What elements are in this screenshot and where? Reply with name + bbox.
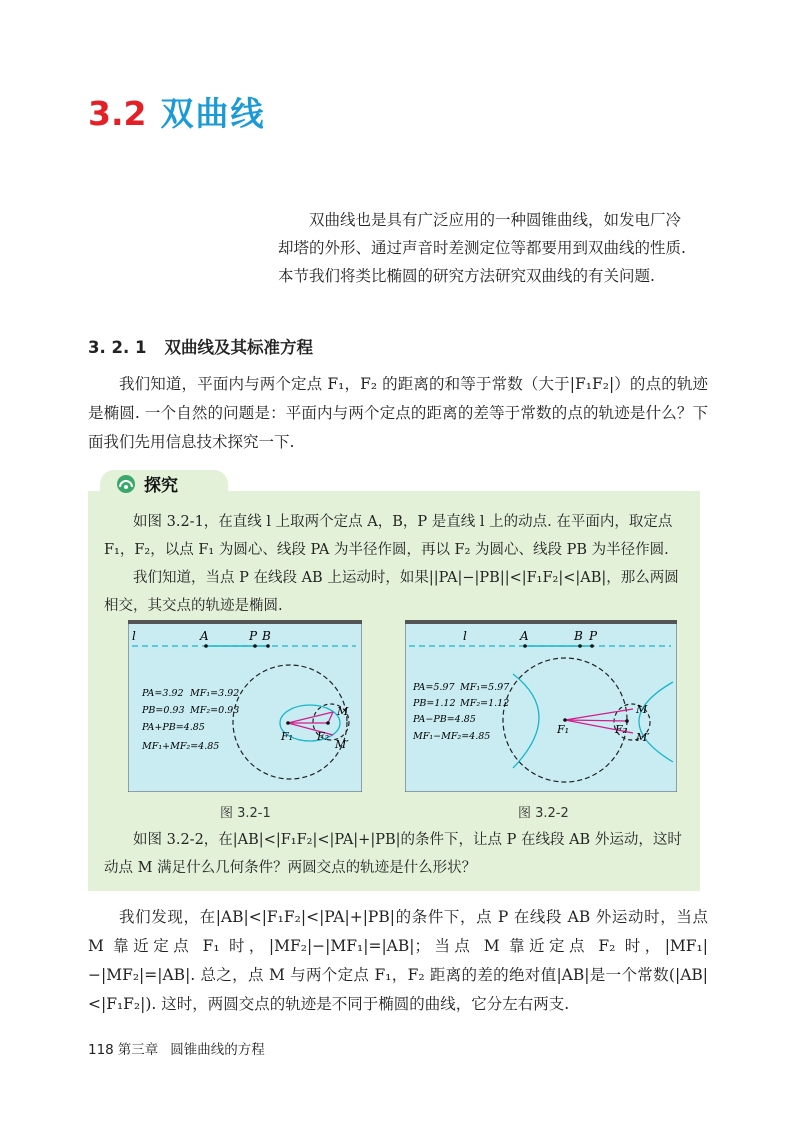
paragraph-1-text: 我们知道，平面内与两个定点 F₁，F₂ 的距离的和等于常数（大于|F₁F₂|）的点的轨迹是椭圆. 一个自然的问题是：平面内与两个定点的距离的差等于常数的点的轨迹是什么？下面我们先用信息技术探究一下. bbox=[88, 375, 708, 451]
fig2-readout-pb: PB=1.12 bbox=[413, 698, 456, 709]
explore-para-3: 如图 3.2-2，在|AB|<|F₁F₂|<|PA|+|PB|的条件下，让点 P 在线段 AB 外运动，这时动点 M 满足什么几何条件？两圆交点的轨迹是什么形状？ bbox=[104, 832, 682, 876]
fig2-point-b: B bbox=[574, 629, 583, 643]
explore-text-top bbox=[104, 508, 686, 620]
fig1-point-a: A bbox=[200, 629, 209, 643]
page-title bbox=[88, 88, 265, 135]
fig2-readout-diff: PA−PB=4.85 bbox=[413, 714, 476, 725]
explore-para-1: 如图 3.2-1，在直线 l 上取两个定点 A，B，P 是直线 l 上的动点. 在平面内，取定点 F₁，F₂，以点 F₁ 为圆心、线段 PA 为半径作圆，再以 F₂ 为圆心、线段 PB 为半径作圆. bbox=[104, 514, 673, 558]
explore-text-bottom bbox=[104, 826, 686, 882]
fig2-readout-mf1: MF₁=5.97 bbox=[460, 682, 510, 693]
fig1-readout-mf2: MF₂=0.93 bbox=[190, 705, 240, 716]
page-number: 118 bbox=[88, 1042, 114, 1058]
fig2-readout-mdiff: MF₁−MF₂=4.85 bbox=[413, 731, 491, 742]
fig2-line-label: l bbox=[463, 629, 467, 643]
fig1-line-label: l bbox=[132, 629, 136, 643]
intro-line-1: 双曲线也是具有广泛应用的一种圆锥曲线，如发电厂冷 bbox=[309, 211, 682, 229]
footer-chapter-name: 圆锥曲线的方程 bbox=[170, 1042, 265, 1058]
fig2-point-p: P bbox=[589, 629, 598, 643]
fig1-readout-pb: PB=0.93 bbox=[142, 705, 185, 716]
fig1-readout-sum: PA+PB=4.85 bbox=[142, 722, 205, 733]
fig1-caption: 图 3.2-1 bbox=[220, 806, 271, 821]
footer-chapter: 第三章 bbox=[117, 1042, 159, 1058]
intro-line-3: 本节我们将类比椭圆的研究方法研究双曲线的有关问题. bbox=[278, 267, 655, 285]
fig2-m-prime: M′ bbox=[636, 731, 650, 744]
fig1-readout-msum: MF₁+MF₂=4.85 bbox=[142, 741, 220, 752]
fig1-m: M bbox=[337, 705, 349, 718]
fig2-m: M bbox=[636, 703, 648, 716]
explore-label: 探究 bbox=[144, 476, 178, 496]
fig2-caption: 图 3.2-2 bbox=[518, 806, 569, 821]
fig1-point-p: P bbox=[249, 629, 258, 643]
subsection-number: 3. 2. 1 bbox=[88, 338, 147, 357]
fig2-point-a: A bbox=[520, 629, 529, 643]
page-footer bbox=[88, 1038, 265, 1058]
intro-line-2: 却塔的外形、通过声音时差测定位等都要用到双曲线的性质. bbox=[278, 239, 686, 257]
figure-3-2-1 bbox=[128, 620, 362, 792]
fig1-readout-mf1: MF₁=3.92 bbox=[190, 688, 240, 699]
fig1-m-prime: M′ bbox=[335, 738, 349, 751]
fig1-f2: F₂ bbox=[317, 730, 330, 743]
paragraph-conclusion bbox=[88, 903, 708, 1019]
fig2-f2: F₂ bbox=[615, 723, 628, 736]
intro-text bbox=[278, 206, 718, 290]
subsection-heading bbox=[88, 334, 313, 358]
fig2-f1: F₁ bbox=[557, 723, 570, 736]
subsection-title: 双曲线及其标准方程 bbox=[164, 338, 313, 357]
explore-para-2: 我们知道，当点 P 在线段 AB 上运动时，如果||PA|−|PB||<|F₁F₂|<|AB|，那么两圆相交，其交点的轨迹是椭圆. bbox=[104, 570, 679, 614]
explore-icon bbox=[116, 474, 136, 494]
fig1-readout-pa: PA=3.92 bbox=[142, 688, 184, 699]
fig2-readout-pa: PA=5.97 bbox=[413, 682, 455, 693]
section-number: 3.2 bbox=[88, 94, 147, 133]
section-title: 双曲线 bbox=[160, 94, 266, 133]
fig1-point-b: B bbox=[262, 629, 271, 643]
paragraph-2-text: 我们发现，在|AB|<|F₁F₂|<|PA|+|PB|的条件下，点 P 在线段 AB 外运动时，当点 M 靠近定点 F₁ 时，|MF₂|−|MF₁|=|AB|；当点 M 靠近定点 F₂ 时，|MF₁|−|MF₂|=|AB|. 总之，点 M 与两个定点 F₁，F₂ 距离的差的绝对值|AB|是一个常数(|AB|<|F₁F₂|). 这时，两圆交点的轨迹是不同于椭圆的曲线，它分左右两支. bbox=[88, 908, 708, 1013]
paragraph-intro bbox=[88, 370, 708, 457]
fig1-f1: F₁ bbox=[281, 730, 294, 743]
figure-3-2-2 bbox=[405, 620, 677, 792]
fig2-readout-mf2: MF₂=1.12 bbox=[460, 698, 510, 709]
